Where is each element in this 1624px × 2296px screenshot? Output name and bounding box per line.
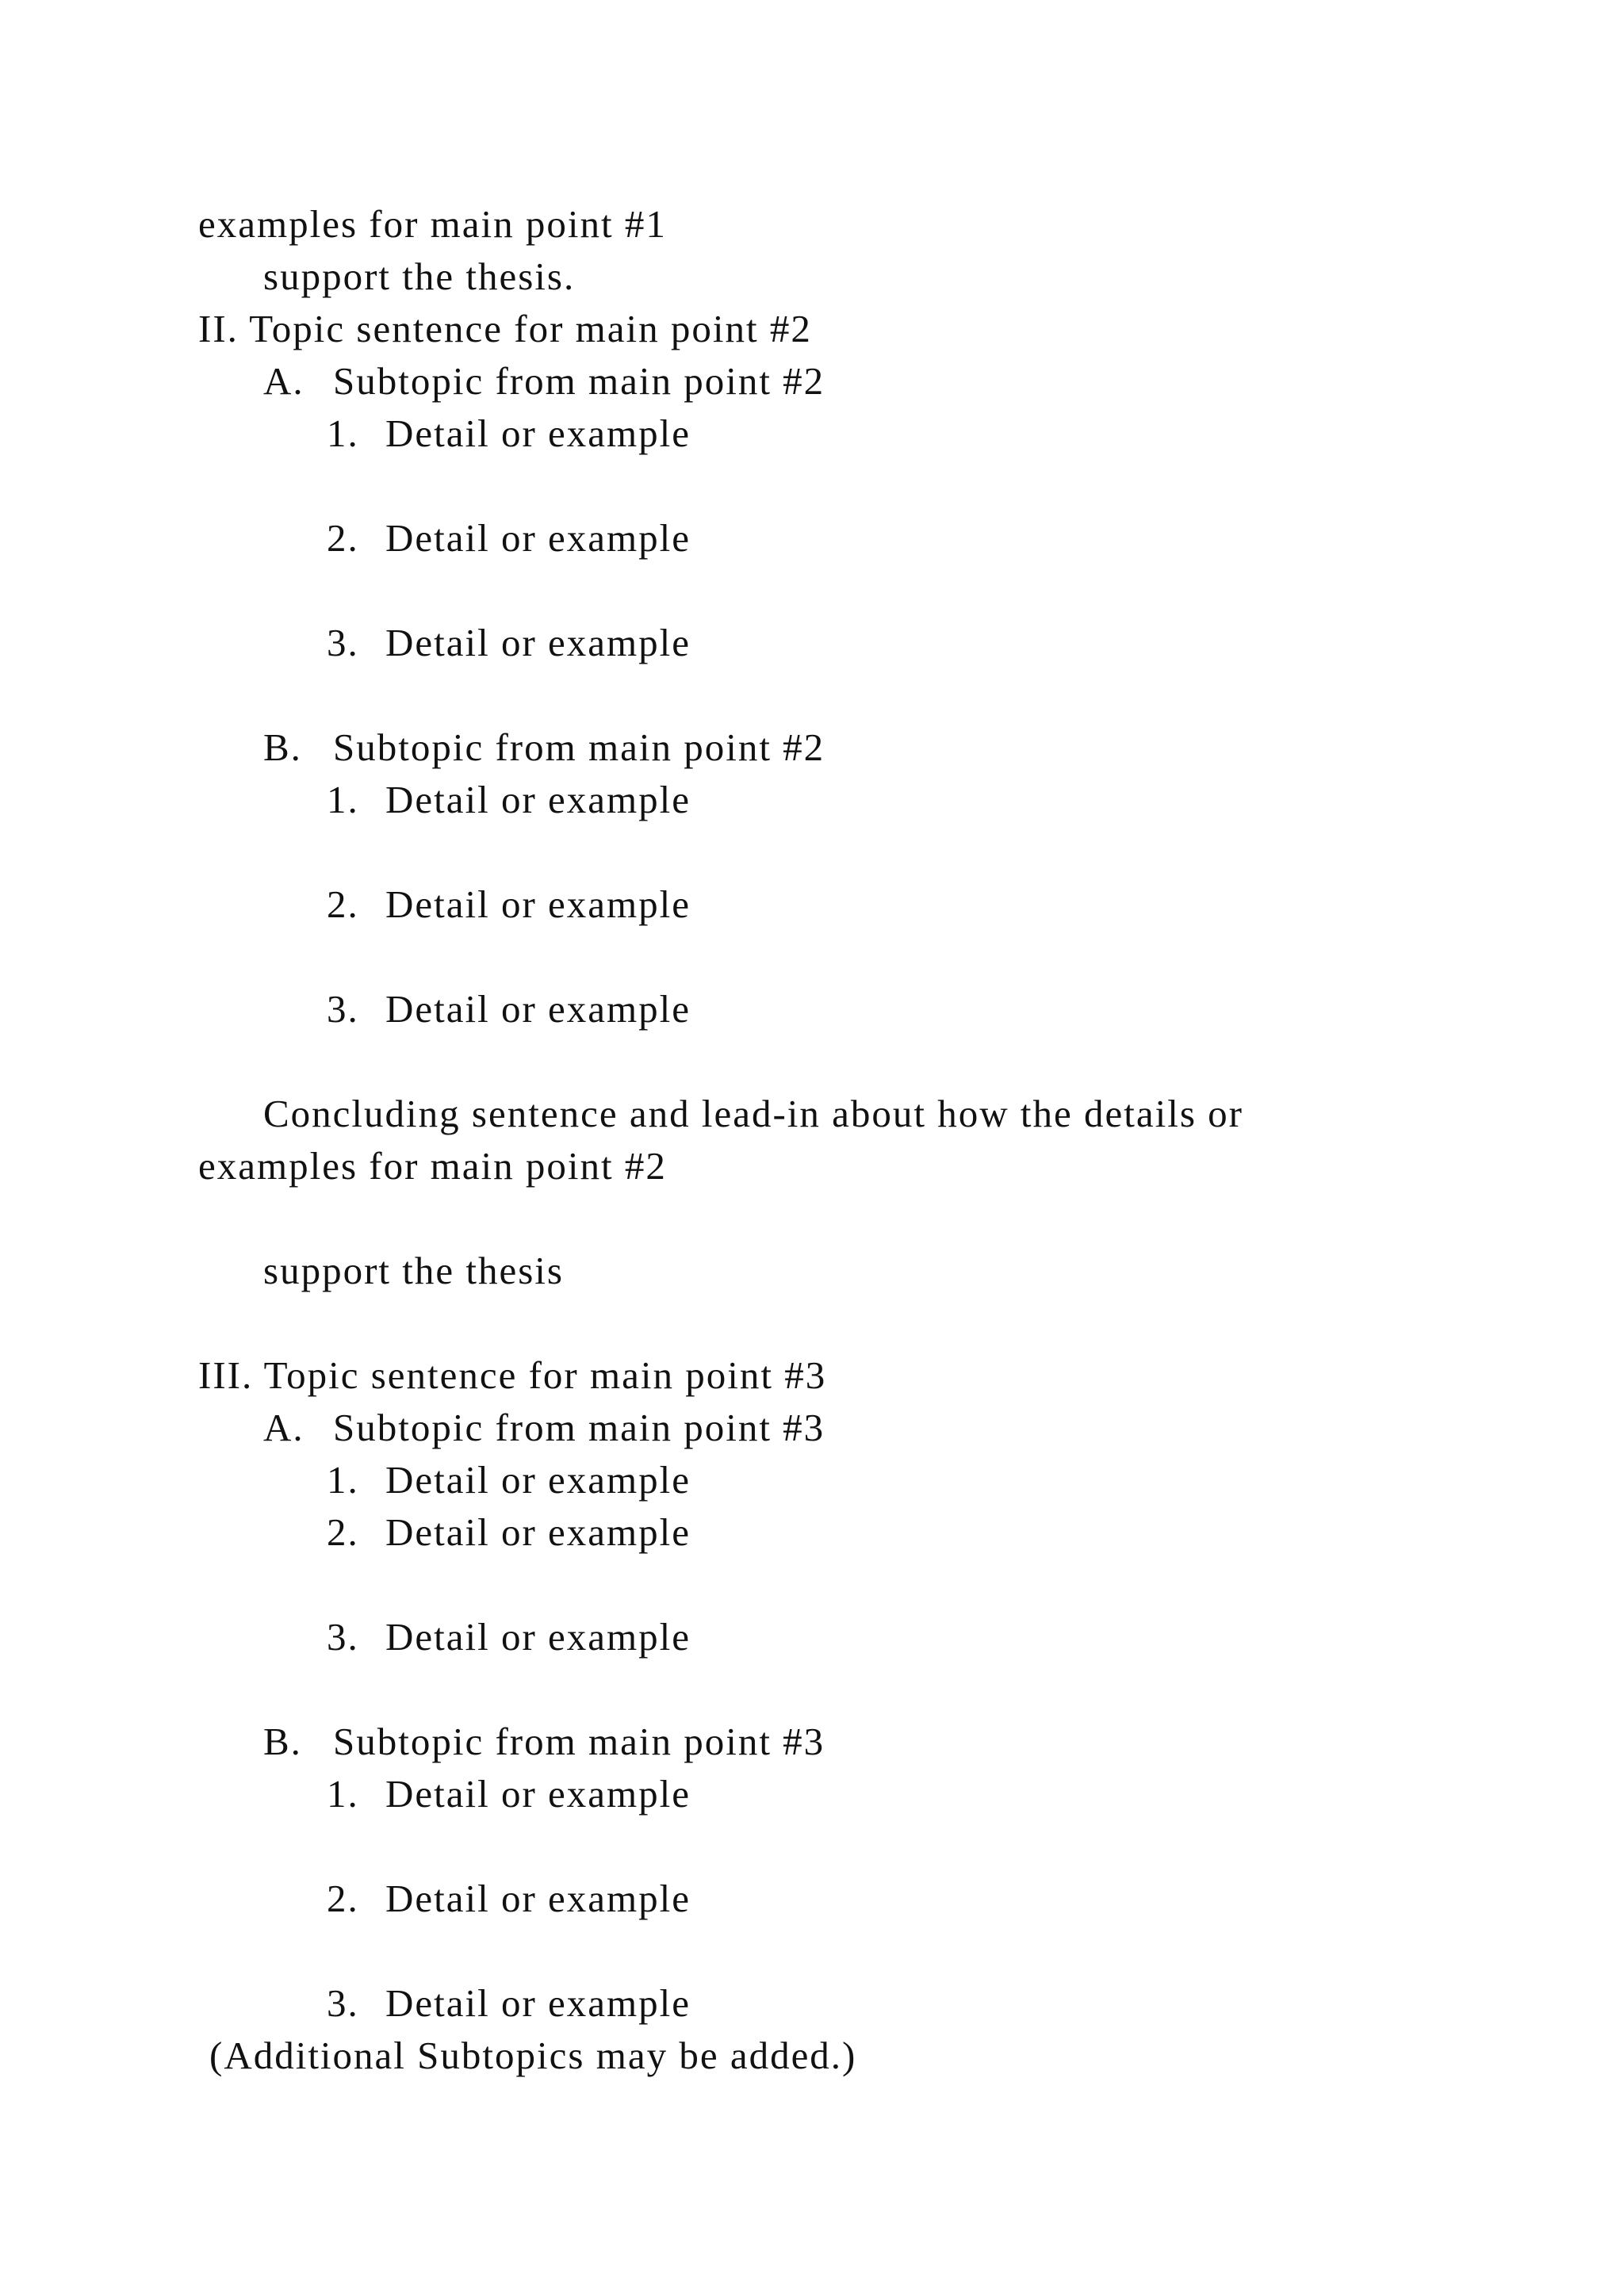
subtopic-line [263,359,825,403]
detail-line [327,780,691,819]
text-line: examples for main point #2 [198,1144,667,1188]
detail-line [327,1879,691,1918]
outline-marker: 2. [327,1510,359,1554]
detail-text: Detail or example [385,1877,691,1920]
outline-marker: 3. [327,1615,359,1659]
subtopic-text: Subtopic from main point #2 [333,725,825,769]
detail-line [327,987,691,1031]
subtopic-text: Subtopic from main point #2 [333,359,825,403]
text-line: Concluding sentence and lead-in about how the details or [263,1092,1243,1135]
detail-text: Detail or example [385,987,691,1031]
outline-marker: 1. [327,1458,359,1502]
section-heading: II. Topic sentence for main point #2 [198,307,812,350]
closing-note: (Additional Subtopics may be added.) [209,2034,857,2077]
detail-line [327,1615,691,1659]
outline-marker: B. [263,725,302,769]
subtopic-text: Subtopic from main point #3 [333,1720,825,1763]
subtopic-line [263,1408,825,1447]
outline-marker: 2. [327,882,359,926]
subtopic-line [263,725,825,769]
detail-text: Detail or example [385,516,691,560]
outline-marker: A. [263,359,304,403]
detail-text: Detail or example [385,411,691,455]
detail-line [327,882,691,926]
detail-line [327,411,691,455]
detail-line [327,1772,691,1816]
subtopic-text: Subtopic from main point #3 [333,1406,825,1449]
subtopic-line [263,1722,825,1761]
outline-marker: 1. [327,1772,359,1816]
outline-marker: 3. [327,987,359,1031]
detail-text: Detail or example [385,882,691,926]
detail-line [327,1981,691,2025]
outline-marker: B. [263,1720,302,1763]
detail-text: Detail or example [385,1458,691,1502]
text-line: support the thesis [263,1249,564,1292]
detail-line [327,516,691,560]
text-line: support the thesis. [263,254,576,298]
detail-line [327,1458,691,1502]
detail-text: Detail or example [385,1615,691,1659]
outline-marker: 1. [327,411,359,455]
outline-marker: 2. [327,1877,359,1920]
detail-line [327,1510,691,1554]
detail-text: Detail or example [385,621,691,664]
text-line: examples for main point #1 [198,202,667,246]
outline-marker: 2. [327,516,359,560]
outline-marker: 3. [327,1981,359,2025]
detail-text: Detail or example [385,1981,691,2025]
detail-text: Detail or example [385,1772,691,1816]
detail-text: Detail or example [385,1510,691,1554]
outline-marker: 1. [327,778,359,821]
outline-marker: A. [263,1406,304,1449]
outline-marker: 3. [327,621,359,664]
detail-line [327,623,691,662]
detail-text: Detail or example [385,778,691,821]
section-heading: III. Topic sentence for main point #3 [198,1353,827,1397]
